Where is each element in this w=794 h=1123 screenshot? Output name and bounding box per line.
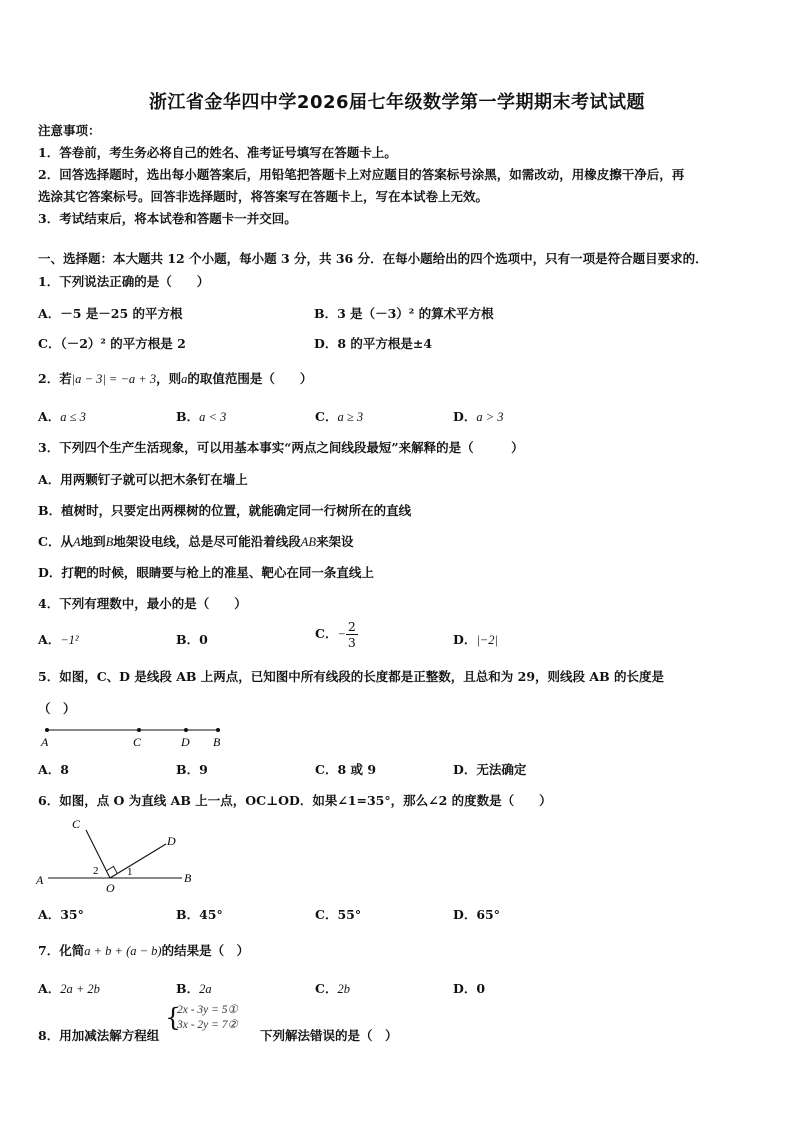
q8-stem-suffix: 下列解法错误的是（ ）: [260, 1028, 398, 1043]
q7-option-a-math: 2a + 2b: [60, 982, 100, 996]
label-o: O: [106, 881, 115, 894]
ray-od: [110, 844, 166, 878]
q3-option-c-a: A: [72, 535, 81, 549]
q6-option-a: A．35°: [38, 907, 84, 922]
q6-option-b: B．45°: [176, 907, 223, 922]
q5-stem: 5．如图，C、D 是线段 AB 上两点，已知图中所有线段的长度都是正整数，且总和为 29，则线段 AB 的长度是: [38, 669, 665, 684]
q3-stem: 3．下列四个生产生活现象，可以用基本事实“两点之间线段最短”来解释的是（ ）: [38, 440, 524, 455]
q2-option-b-label: B．: [176, 409, 200, 424]
q2-stem: [38, 369, 312, 387]
q3-option-c-pre: C．从: [38, 534, 73, 549]
q2-stem-mid: ，则: [156, 371, 182, 386]
q6-option-d: D．65°: [453, 907, 500, 922]
q3-option-a: A．用两颗钉子就可以把木条钉在墙上: [38, 472, 248, 487]
angle-1-label: 1: [127, 866, 133, 878]
notice-item-3: 3．考试结束后，将本试卷和答题卡一并交回。: [38, 211, 297, 226]
q2-option-d: [453, 407, 504, 425]
q7-option-c-math: 2b: [337, 982, 350, 996]
q7-option-a: [38, 979, 100, 997]
q2-option-a: [38, 407, 86, 425]
q7-option-b-math: 2a: [199, 982, 212, 996]
notice-heading: 注意事项：: [38, 123, 101, 138]
q7-stem-math: a + b + (a − b): [84, 944, 162, 958]
q3-option-c-post: 来架设: [316, 534, 354, 549]
q1-option-b: B．3 是（－3）² 的算术平方根: [314, 306, 494, 321]
q6-stem: 6．如图，点 O 为直线 AB 上一点，OC⊥OD．如果∠1=35°，那么∠2 的度数是（ ）: [38, 793, 552, 808]
q3-option-c: [38, 532, 354, 550]
q2-option-c-math: a ≥ 3: [337, 410, 364, 424]
q7-option-d: D．0: [453, 981, 486, 996]
point-d: [184, 728, 188, 732]
q3-option-c-mid2: 地架设电线，总是尽可能沿着线段: [113, 534, 301, 549]
q2-option-d-label: D．: [453, 409, 477, 424]
q4-option-a-label: A．: [38, 632, 61, 647]
page-title: 浙江省金华四中学2026届七年级数学第一学期期末考试试题: [148, 92, 646, 113]
q5-option-b: B．9: [176, 762, 208, 777]
label-d: D: [167, 834, 176, 848]
section-heading: 一、选择题：本大题共 12 个小题，每小题 3 分，共 36 分．在每小题给出的四个选项中，只有一项是符合题目要求的．: [38, 251, 708, 266]
q7-option-b: [176, 979, 212, 997]
q4-option-d-math: |−2|: [476, 633, 498, 647]
point-c: [137, 728, 141, 732]
q3-option-d: D．打靶的时候，眼睛要与枪上的准星、靶心在同一条直线上: [38, 565, 374, 580]
right-angle-mark: [106, 866, 117, 873]
q2-stem-math: |a − 3| = −a + 3: [71, 372, 157, 386]
point-b: [216, 728, 220, 732]
q7-option-b-label: B．: [176, 981, 200, 996]
q8-equation-1: 2x - 3y = 5①: [177, 1004, 238, 1016]
q4-option-c-fraction: [346, 619, 358, 650]
label-c: C: [133, 735, 142, 749]
angle-2-label: 2: [93, 865, 99, 877]
q3-option-c-ab: AB: [300, 535, 317, 549]
label-b: B: [184, 871, 192, 885]
q4-option-c: [315, 619, 358, 650]
q4-option-a: [38, 630, 79, 648]
q5-segment-figure: [38, 722, 238, 752]
q4-option-b: B．0: [176, 632, 208, 647]
q4-option-c-sign: −: [337, 627, 346, 641]
notice-item-2: 2．回答选择题时，选出每小题答案后，用铅笔把答题卡上对应题目的答案标号涂黑，如需改动，用橡皮擦干净后，再: [38, 167, 685, 182]
q6-angle-figure: [34, 814, 204, 894]
q8-equation-2: 3x - 2y = 7②: [177, 1019, 238, 1031]
label-d: D: [181, 735, 190, 749]
q6-option-c: C．55°: [315, 907, 362, 922]
q4-option-c-label: C．: [315, 626, 338, 641]
q8-system-brace: {: [165, 1003, 181, 1032]
q2-option-c: [315, 407, 363, 425]
q5-option-d: D．无法确定: [453, 762, 527, 777]
q1-stem: 1．下列说法正确的是（ ）: [38, 274, 210, 289]
q7-stem: [38, 941, 249, 959]
q3-option-c-mid: 地到: [80, 534, 106, 549]
q7-option-a-label: A．: [38, 981, 61, 996]
q2-stem-var: a: [181, 372, 188, 386]
q4-option-a-math: −1²: [60, 633, 79, 647]
q5-stem-cont: （ ）: [38, 701, 76, 716]
q4-option-d-label: D．: [453, 632, 477, 647]
q2-stem-prefix: 2．若: [38, 371, 72, 386]
label-a: A: [41, 735, 49, 749]
q1-option-c: C．（－2）² 的平方根是 2: [38, 336, 186, 351]
q7-stem-prefix: 7．化简: [38, 943, 85, 958]
q2-option-d-math: a > 3: [476, 410, 504, 424]
q5-option-a: A．8: [38, 762, 69, 777]
label-c: C: [72, 817, 81, 831]
notice-item-2-cont: 选涂其它答案标号。回答非选择题时，将答案写在答题卡上，写在本试卷上无效。: [38, 189, 489, 204]
q1-option-a: A．－5 是－25 的平方根: [38, 306, 183, 321]
q4-option-c-numerator: 2: [347, 619, 356, 634]
q4-option-d: [453, 630, 498, 648]
q4-option-c-denominator: 3: [347, 635, 356, 650]
q2-option-a-math: a ≤ 3: [60, 410, 86, 424]
q7-option-c-label: C．: [315, 981, 338, 996]
q2-option-a-label: A．: [38, 409, 61, 424]
q2-option-b: [176, 407, 226, 425]
q2-option-b-math: a < 3: [199, 410, 227, 424]
point-a: [45, 728, 49, 732]
q7-stem-suffix: 的结果是（ ）: [161, 943, 250, 958]
q2-stem-suffix: 的取值范围是（ ）: [187, 371, 313, 386]
q3-option-b: B．植树时，只要定出两棵树的位置，就能确定同一行树所在的直线: [38, 503, 412, 518]
notice-item-1: 1．答卷前，考生务必将自己的姓名、准考证号填写在答题卡上。: [38, 145, 397, 160]
label-a: A: [36, 873, 44, 887]
q8-stem-prefix: 8．用加减法解方程组: [38, 1028, 160, 1043]
q1-option-d: D．8 的平方根是±4: [314, 336, 433, 351]
q5-option-c: C．8 或 9: [315, 762, 377, 777]
q2-option-c-label: C．: [315, 409, 338, 424]
q3-option-c-b: B: [105, 535, 114, 549]
q7-option-c: [315, 979, 350, 997]
label-b: B: [213, 735, 221, 749]
q4-stem: 4．下列有理数中，最小的是（ ）: [38, 596, 247, 611]
